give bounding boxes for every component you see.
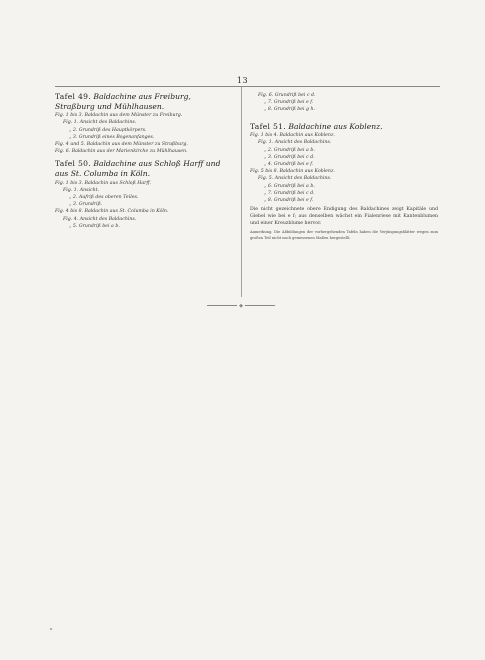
figure-line: „ 3. Grundriß. [69,202,103,208]
figure-line: „ 2. Aufriß des oberen Teiles. [69,195,139,200]
figure-line: „ 5. Grundriß bei a b. [69,223,120,229]
continued-figure-list [250,92,438,114]
column-divider [241,87,242,297]
ornament-diamond-icon: ◆ [239,303,243,309]
page-number: 13 [236,76,249,85]
figure-line: „ 7. Grundriß bei e f. [264,100,314,106]
tafel-title: Baldachine aus Koblenz. [288,121,383,131]
figure-line: Fig. 1. Ansicht des Baldachins. [258,140,332,146]
section-tafel-50 [55,159,230,230]
figure-line: Fig. 1. Ansicht. [63,187,100,193]
figure-line: Fig. 4. Ansicht des Baldachins. [63,216,137,222]
tafel-title: Baldachine aus Schloß Harff und aus St. Columba in Köln. [55,159,221,178]
figure-line: Fig. 4 bis 8. Baldachin aus St. Columba in Köln. [55,209,169,215]
tafel-number: Tafel 51. [250,121,286,131]
figure-line: Fig. 5 bis 8. Baldachin aus Koblenz. [250,169,335,175]
section-tafel-49 [55,92,230,155]
figure-line: „ 7. Grundriß bei c d. [264,190,315,196]
header-rule [55,86,440,87]
figure-line: Fig. 5. Ansicht des Baldachins. [258,176,332,182]
section-tafel-51 [250,122,438,241]
figure-line: „ 6. Grundriß bei a b. [264,183,315,189]
figure-line: Fig. 1 bis 4. Baldachin aus Koblenz. [250,133,335,139]
figure-line: Fig. 1 bis 3. Baldachin aus Schloß Harff. [55,180,152,186]
section-heading [55,159,230,178]
tafel-number: Tafel 49. [55,92,91,101]
tafel-number: Tafel 50. [55,159,91,169]
tafel-title: Baldachine aus Freiburg, Straßburg und Mühlhausen. [55,92,191,111]
figure-line: „ 8. Grundriß bei g h. [264,107,316,113]
figure-line: Fig. 1 bis 3. Baldachin aus dem Münster zu Freiburg. [55,113,183,119]
right-column [250,92,438,241]
figure-line: „ 8. Grundriß bei e f. [264,198,314,204]
figure-line: Fig. 6. Grundriß bei c d. [258,93,316,98]
figure-line: „ 3. Grundriß eines Bogenanfanges. [69,134,155,140]
description-paragraph: Die nicht gezeichnete obere Endigung des Baldachines zeigt Kapitäle und Giebel wie bei e f; aus denselben wächst ein Fialenriese mit Kantenblumen und einer Kreuzblume hervor. [250,207,438,227]
figure-line: Fig. 6. Baldachin aus der Marienkirche zu Mühlhausen. [55,149,188,155]
figure-line: „ 2. Grundriß des Hauptkörpers. [69,127,147,133]
section-heading [55,92,230,111]
figure-line: Fig. 4 und 5. Baldachin aus dem Münster zu Straßburg. [55,142,188,147]
divider-ornament [201,304,281,309]
section-heading [250,122,438,132]
figure-line: „ 4. Grundriß bei e f. [264,162,314,168]
footnote: Anmerkung. Die Abbildungen der vorhergehenden Tafeln haben die Verjüngungsblätter wegen zum großen Teil nicht nach gemessenen Maßen hergestellt. [250,230,438,240]
left-column [55,92,230,230]
figure-line: „ 3. Grundriß bei c d. [264,154,315,160]
figure-line: Fig. 1. Ansicht des Baldachins. [63,120,137,126]
figure-line: „ 2. Grundriß bei a b. [264,147,315,153]
print-mark [50,628,52,630]
